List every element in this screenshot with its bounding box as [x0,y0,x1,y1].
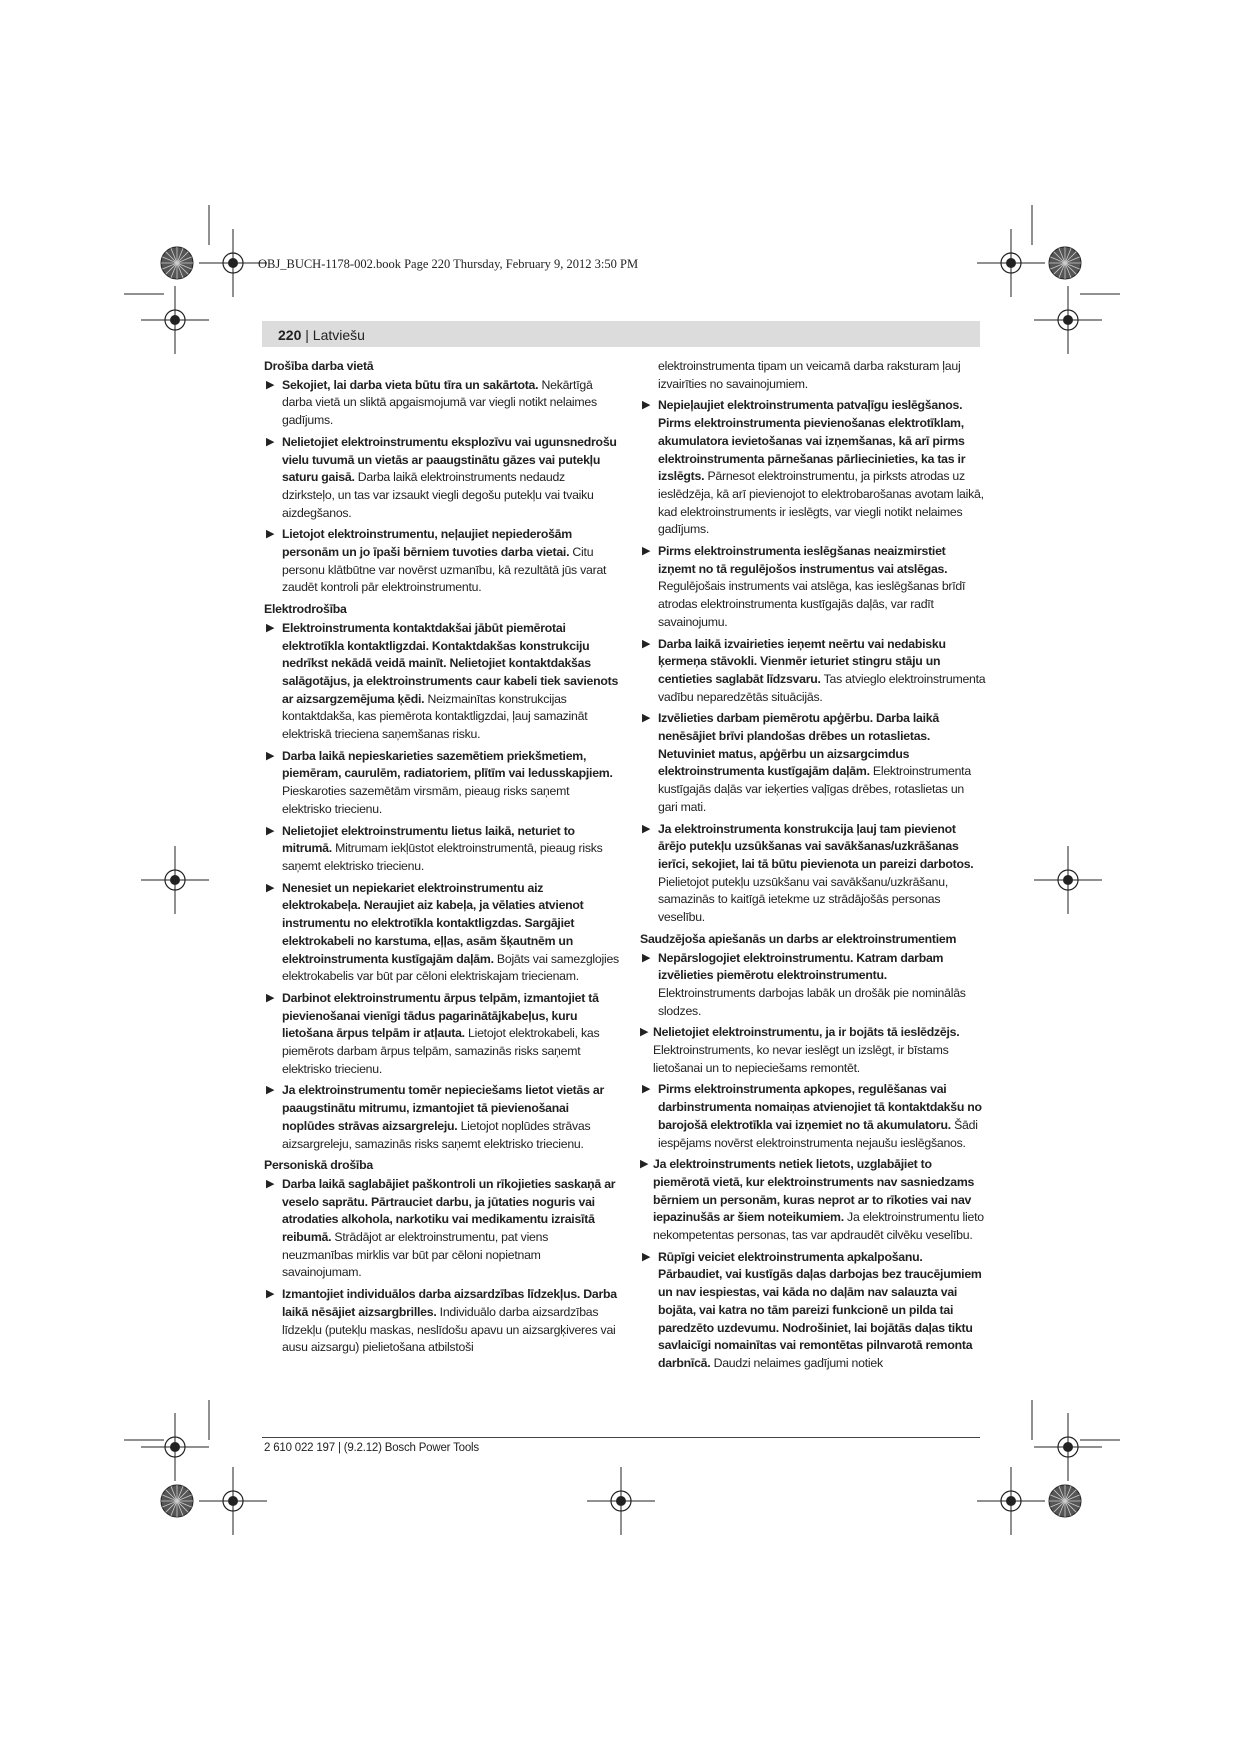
list-item: ▶ Darba laikā nepieskarieties sazemētiem priekšmetiem, piemēram, caurulēm, radiatoriem, plītīm vai ledusskapjiem. Pieskaroties sazemētām virsmām, pieaug risks saņemt elektrisko triecienu. [266,748,613,816]
footer-rule [262,1437,980,1438]
list-item: ▶ Darba laikā saglabājiet paškontroli un rīkojieties saskaņā ar veselo saprātu. Pārtrauciet darbu, ja jūtaties noguris vai atrodaties alkohola, narkotiku vai medikamentu izraisītā reibumā. Strādājot ar elektroinstrumentu, pat viens neuzmanības mirklis var būt par cēloni nopietnam savainojumam. [266,1176,616,1280]
bullet-arrow-icon: ▶ [266,1084,275,1097]
list-item: ▶ Izvēlieties darbam piemērotu apģērbu. Darba laikā nenēsājiet brīvi plandošas drēbes un rotaslietas. Netuviniet matus, apģērbu un aizsargcimdus elektroinstrumenta kustīgajām daļām. Elektroinstrumenta kustīgajās daļās var ieķerties vaļīgas drēbes, rotaslietas un gari mati. [642,711,971,814]
list-item: ▶ Darbinot elektroinstrumentu ārpus telpām, izmantojiet tā pievienošanai vienīgi tādus pagarinātājkabeļus, kuru lietošana ārpus telpām ir atļauta. Lietojot elektrokabeli, kas piemērots darbam ārpus telpām, samazinās risks saņemt elektrisko triecienu. [266,990,600,1076]
list-item: ▶ Nenesiet un nepiekariet elektroinstrumentu aiz elektrokabeļa. Neraujiet aiz kabeļa, ja vēlaties atvienot instrumentu no elektrotīkla kontaktligzdas. Sargājiet elektrokabeli no karstuma, eļļas, asām šķautnēm un elektroinstrumenta kustīgajām daļām. Bojāts vai samezglojies elektrokabelis var būt par cēloni elektriskajam triecienam. [266,880,619,984]
bullet-arrow-icon: ▶ [642,712,651,725]
bullet-arrow-icon: ▶ [642,637,651,650]
right-column [640,358,986,1377]
section-title: Personiskā drošība [264,1158,373,1173]
bullet-arrow-icon: ▶ [642,822,651,835]
bullet-arrow-icon: ▶ [266,881,275,894]
bullet-arrow-icon: ▶ [266,621,275,634]
bullet-arrow-icon: ▶ [266,991,275,1004]
list-item: ▶ Izmantojiet individuālos darba aizsardzības līdzekļus. Darba laikā nēsājiet aizsargbrilles. Individuālo darba aizsardzības līdzekļu (putekļu maskas, neslīdošu apavu un aizsargķiveres vai ausu aizsargu) pielietošana atbilstoši [266,1287,617,1355]
bullet-arrow-icon: ▶ [642,1250,651,1263]
bullet-arrow-icon: ▶ [640,1026,649,1039]
list-item: ▶ Elektroinstrumenta kontaktdakšai jābūt piemērotai elektrotīkla kontaktligzdai. Kontaktdakšas konstrukciju nedrīkst nekādā veidā mainīt. Nelietojiet kontaktdakšas salāgotājus, ja elektroinstruments caur kabeli tiek savienots ar aizsargzemējuma ķēdi. Neizmainītas konstrukcijas kontaktdakša, kas piemērota kontaktligzdai, ļauj samazināt elektriskā trieciena saņemšanas risku. [266,620,619,742]
bullet-arrow-icon: ▶ [642,399,651,412]
list-item: ▶ Darba laikā izvairieties ieņemt neērtu vai nedabisku ķermeņa stāvokli. Vienmēr ieturiet stingru stāju un centieties saglabāt līdzsvaru. Tas atvieglo elektroinstrumenta vadību neparedzētās situācijās. [642,636,986,704]
header-separator: | [301,327,313,343]
bullet-arrow-icon: ▶ [266,749,275,762]
list-item: ▶ Lietojot elektroinstrumentu, neļaujiet nepiederošām personām un jo īpaši bērniem tuvoties darba vietai. Citu personu klātbūtne var novērst uzmanību, kā rezultātā jūs varat zaudēt kontroli pār elektroinstrumentu. [266,527,607,595]
section-title: Elektrodrošība [264,602,347,617]
print-slug-line: OBJ_BUCH-1178-002.book Page 220 Thursday, February 9, 2012 3:50 PM [258,257,639,271]
bullet-arrow-icon: ▶ [266,1288,275,1301]
list-item-continuation: elektroinstrumenta tipam un veicamā darba raksturam ļauj izvairīties no savainojumiem. [658,359,961,391]
bullet-arrow-icon: ▶ [266,528,275,541]
header-language: Latviešu [312,327,365,343]
bullet-arrow-icon: ▶ [642,951,651,964]
list-item: ▶ Rūpīgi veiciet elektroinstrumenta apkalpošanu. Pārbaudiet, vai kustīgās daļas darbojas bez traucējumiem un nav iespiestas, vai kāda no daļām nav salauzta vai bojāta, vai katra no tām pareizi funkcionē un pilda tai paredzēto uzdevumu. Nodrošiniet, lai bojātās daļas tiktu savlaicīgi nomainītas vai remontētas pilnvarotā remonta darbnīcā. Daudzi nelaimes gadījumi notiek [642,1249,982,1370]
page-header-bar [262,321,980,347]
bullet-arrow-icon: ▶ [642,1083,651,1096]
list-item: ▶ Pirms elektroinstrumenta ieslēgšanas neaizmirstiet izņemt no tā regulējošos instrumentus vai atslēgas. Regulējošais instruments vai atslēga, kas ieslēgšanas brīdī atrodas elektroinstrumenta kustīgajās daļās, var radīt savainojumu. [642,544,966,629]
list-item: ▶ Nepārslogojiet elektroinstrumentu. Katram darbam izvēlieties piemērotu elektroinstrumentu. Elektroinstruments darbojas labāk un drošāk pie nominālās slodzes. [642,950,966,1018]
list-item: ▶ Nelietojiet elektroinstrumentu, ja ir bojāts tā ieslēdzējs. Elektroinstruments, ko nevar ieslēgt un izslēgt, ir bīstams lietošanai un to nepieciešams remontēt. [640,1025,960,1075]
bullet-arrow-icon: ▶ [266,435,275,448]
bullet-arrow-icon: ▶ [642,545,651,558]
left-column [264,358,619,1361]
list-item: ▶ Nepieļaujiet elektroinstrumenta patvaļīgu ieslēgšanos. Pirms elektroinstrumenta pievienošanas elektrotīklam, akumulatora ievietošanas vai izņemšanas, kā arī pirms elektroinstrumenta pārnešanas pārliecinieties, ka tas ir izslēgts. Pārnesot elektroinstrumentu, ja pirksts atrodas uz ieslēdzēja, kā arī pievienojot to elektrobarošanas avotam laikā, kad elektroinstruments ir ieslēgts, var viegli notikt nelaimes gadījums. [642,398,984,537]
list-item: ▶ Ja elektroinstrumentu tomēr nepieciešams lietot vietās ar paaugstinātu mitrumu, izmantojiet tā pievienošanai noplūdes strāvas aizsargreleju. Lietojot noplūdes strāvas aizsargreleju, samazinās risks saņemt elektrisko triecienu. [266,1083,604,1151]
list-item: ▶ Sekojiet, lai darba vieta būtu tīra un sakārtota. Nekārtīgā darba vietā un sliktā apgaismojumā var viegli notikt nelaimes gadījums. [266,377,597,428]
list-item: ▶ Nelietojiet elektroinstrumentu lietus laikā, neturiet to mitrumā. Mitrumam iekļūstot elektroinstrumentā, pieaug risks saņemt elektrisko triecienu. [266,823,603,873]
bullet-arrow-icon: ▶ [266,824,275,837]
list-item: ▶ Ja elektroinstruments netiek lietots, uzglabājiet to piemērotā vietā, kur elektroinstruments nav sasniedzams bērniem un personām, kuras neprot ar to rīkoties vai nav iepazinušās ar šiem noteikumiem. Ja elektroinstrumentu lieto nekompetentas personas, tas var apdraudēt cilvēku veselību. [640,1157,984,1243]
section-title: Drošība darba vietā [264,359,374,373]
section-title: Saudzējoša apiešanās un darbs ar elektroinstrumentiem [640,931,957,946]
bullet-arrow-icon: ▶ [640,1158,649,1171]
list-item: ▶ Nelietojiet elektroinstrumentu eksplozīvu vai ugunsnedrošu vielu tuvumā un vietās ar paaugstinātu gāzes vai putekļu saturu gaisā. Darba laikā elektroinstruments nedaudz dzirksteļo, un tas var izsaukt viegli degošu putekļu vai tvaiku aizdegšanos. [266,434,617,520]
bullet-arrow-icon: ▶ [266,1177,275,1190]
bullet-arrow-icon: ▶ [266,378,275,391]
page-header [278,327,365,343]
list-item: ▶ Ja elektroinstrumenta konstrukcija ļauj tam pievienot ārējo putekļu uzsūkšanas vai savākšanas/uzkrāšanas ierīci, sekojiet, lai tā būtu pievienota un pareizi darbotos. Pielietojot putekļu uzsūkšanu vai savākšanu/uzkrāšanu, samazinās to kaitīgā ietekme uz strādājošās personas veselību. [642,821,974,925]
page-footer: 2 610 022 197 | (9.2.12) Bosch Power Tools [264,1442,479,1454]
list-item: ▶ Pirms elektroinstrumenta apkopes, regulēšanas vai darbinstrumenta nomaiņas atvienojiet tā kontaktdakšu no barojošā elektrotīkla vai izņemiet no tā akumulatoru. Šādi iespējams novērst elektroinstrumenta nejaušu ieslēgšanos. [642,1082,982,1150]
page-number: 220 [278,327,302,343]
